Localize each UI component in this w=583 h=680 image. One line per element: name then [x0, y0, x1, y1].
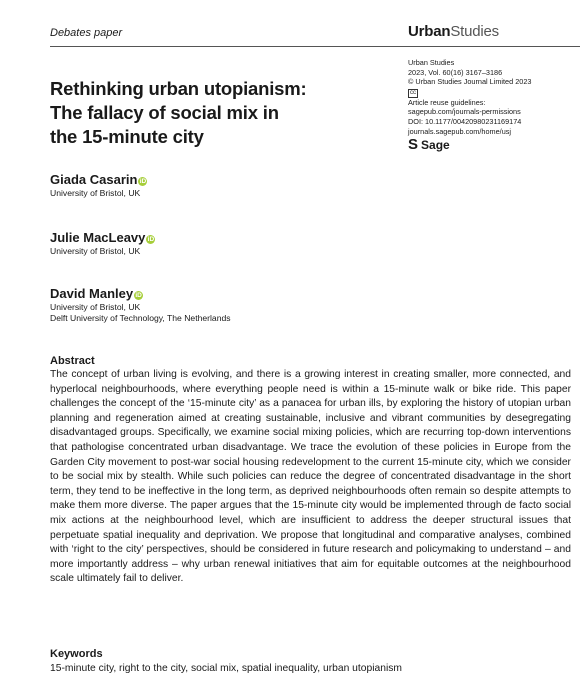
- publisher-name: Sage: [421, 138, 450, 153]
- author-2: [50, 229, 155, 257]
- author-1: [50, 171, 147, 199]
- journal-brand: [408, 23, 499, 40]
- journal-meta: [408, 58, 580, 152]
- publisher-logo: [408, 138, 580, 152]
- author-affiliation: University of Bristol, UK: [50, 302, 141, 312]
- license-badge-row: [408, 87, 580, 98]
- author-affiliation: University of Bristol, UK: [50, 188, 141, 198]
- doi[interactable]: DOI: 10.1177/00420980231169174: [408, 116, 522, 126]
- author-name: Giada Casarin: [50, 172, 138, 187]
- journal-name: Urban Studies: [408, 58, 455, 67]
- cc-license-icon: cc: [410, 89, 416, 96]
- volume-info: 2023, Vol. 60(16) 3167–3186: [408, 67, 503, 77]
- abstract-heading: Abstract: [50, 355, 95, 367]
- title-line-1: Rethinking urban utopianism:: [50, 78, 307, 99]
- title-line-2: The fallacy of social mix in: [50, 102, 279, 123]
- author-name-row: [50, 229, 155, 246]
- reuse-link[interactable]: sagepub.com/journals-permissions: [408, 107, 521, 117]
- author-affiliation: University of Bristol, UK: [50, 246, 141, 256]
- reuse-label: Article reuse guidelines:: [408, 97, 486, 107]
- author-name-row: [50, 171, 147, 188]
- article-type-label: Debates paper: [50, 27, 123, 39]
- copyright-line: [408, 77, 580, 87]
- journal-link[interactable]: journals.sagepub.com/home/usj: [408, 126, 512, 136]
- sage-logo-icon: S: [408, 136, 419, 154]
- keywords-text: 15-minute city, right to the city, social mix, spatial inequality, urban utopianism: [50, 663, 402, 674]
- brand-bold: Urban: [408, 23, 451, 40]
- author-name: Julie MacLeavy: [50, 230, 146, 245]
- author-name-row: [50, 285, 231, 302]
- copyright-symbol: ©: [408, 77, 414, 87]
- copyright-text: Urban Studies Journal Limited 2023: [415, 77, 532, 87]
- orcid-icon[interactable]: iD: [139, 178, 147, 185]
- abstract-text: The concept of urban living is evolving, and there is a growing interest in creating smaller, more connected, and hyperlocal neighbourhoods, where everything people need is within a 15-minute walk or bike ride. This paper challenges the concept of the ‘15-minute city’ as a panacea for urban ills, by exploring the history of utopian urban planning and regeneration aimed at creating sustainable, inclusive and vibrant communities by desegregating disadvantaged groups. Specifically, we examine social mixing policies, which are recurring top-down interventions that pathologise concentrated urban disadvantage. We trace the evolution of these policies in Europe from the Garden City movement to post-war social housing redevelopment to the current 15-minute city, which we consider to be social mix by stealth. While such policies can reduce the degree of concentrated disadvantage in the short term, they tend to be ineffective in the long term, as deprived neighbourhoods often remain so despite attempts to make them more diverse. The paper argues that the 15-minute city would be implemented through de facto social mix actions at the neighbourhood level, which are insufficient to address the deeper structural issues that perpetuate spatial inequality and deprivation. We propose that longitudinal and comparative analyses, combined with ‘right to the city’ perspectives, should be considered in future research and policymaking to understand – and more importantly address – why urban renewal initiatives that aim for equitable outcomes at the neighbourhood scale ultimately fail to deliver.: [50, 369, 571, 585]
- author-affiliation-2: Delft University of Technology, The Netherlands: [50, 313, 231, 323]
- orcid-icon[interactable]: iD: [147, 236, 155, 243]
- brand-light: Studies: [450, 23, 499, 40]
- article-title: [50, 77, 370, 149]
- orcid-icon[interactable]: iD: [135, 292, 142, 299]
- title-line-3: the 15-minute city: [50, 126, 204, 147]
- keywords-heading: Keywords: [50, 648, 103, 660]
- header-divider: [50, 46, 580, 47]
- author-3: [50, 285, 231, 324]
- author-name: David Manley: [50, 286, 134, 301]
